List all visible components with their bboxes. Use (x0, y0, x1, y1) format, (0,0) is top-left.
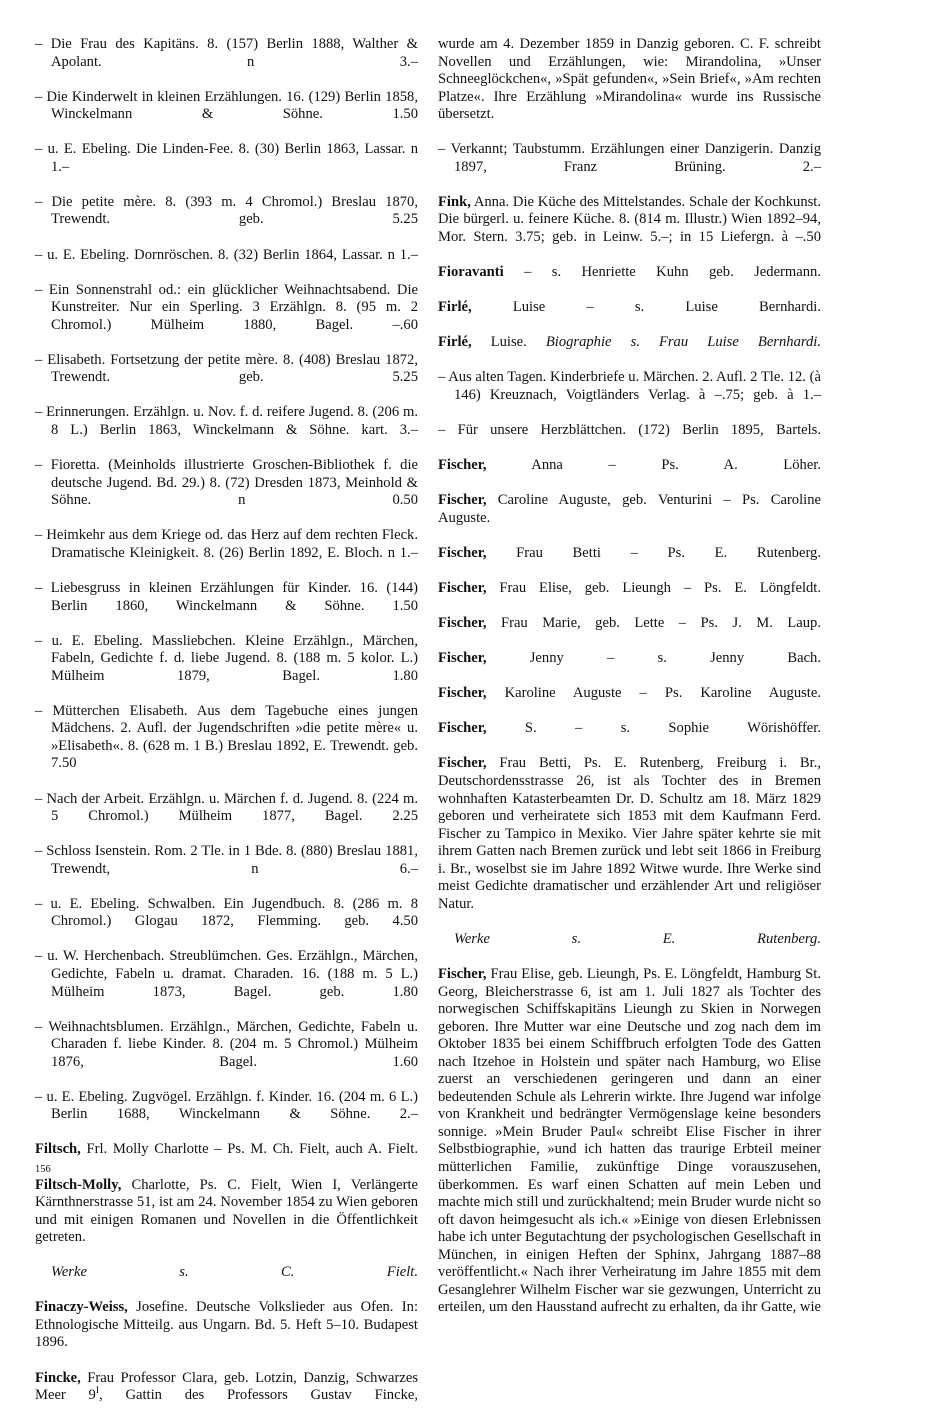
bibliography-sub-entry: – Aus alten Tagen. Kinderbriefe u. Märchen. 2. Aufl. 2 Tle. 12. (à 146) Kreuznach, Voigtländers Verlag. à –.75; geb. à 1.– (438, 369, 821, 403)
bibliography-sub-entry: – u. W. Herchenbach. Streublümchen. Ges. Erzählgn., Märchen, Gedichte, Fabeln u. dramat. Charaden. 16. (188 m. 5 L.) Mülheim 1873, Bagel. geb. 1.80 (35, 948, 418, 1000)
entry-headword: Fink, (438, 193, 471, 210)
column-right (438, 36, 821, 1334)
continuation-paragraph: wurde am 4. Dezember 1859 in Danzig geboren. C. F. schreibt Novellen und Erzählungen, wie: Mirandolina, »Unser Schneeglöckchen«, »Spät gefunden«, »Sein Brief«, »Am rechten Platze«. Ihre Erzählung »Mirandolina« wurde ins Russische übersetzt. (438, 36, 821, 123)
entry-headword: Fischer, (438, 544, 487, 561)
bibliography-head-entry: Fischer, S. – s. Sophie Wörishöffer. (438, 720, 821, 737)
bibliography-sub-entry: – Die petite mère. 8. (393 m. 4 Chromol.) Breslau 1870, Trewendt. geb. 5.25 (35, 193, 418, 228)
entry-headword: Fischer, (438, 579, 487, 596)
bibliography-sub-entry: – Heimkehr aus dem Kriege od. das Herz auf dem rechten Fleck. Dramatische Kleinigkeit. 8. (26) Berlin 1892, E. Bloch. n 1.– (35, 527, 418, 561)
bibliography-sub-entry: – Elisabeth. Fortsetzung der petite mère. 8. (408) Breslau 1872, Trewendt. geb. 5.25 (35, 351, 418, 386)
bibliography-sub-entry: – Nach der Arbeit. Erzählgn. u. Märchen f. d. Jugend. 8. (224 m. 5 Chromol.) Mülheim 1877, Bagel. 2.25 (35, 790, 418, 825)
entry-headword: Fincke, (35, 1369, 81, 1386)
entry-headword: Firlé, (438, 334, 472, 351)
bibliography-head-entry: Fischer, Frau Elise, geb. Lieungh – Ps. E. Löngfeldt. (438, 579, 821, 596)
bibliography-sub-entry: – Ein Sonnenstrahl od.: ein glücklicher Weihnachtsabend. Die Kunstreiter. Nur ein Sperling. 3 Erzählgn. 8. (95 m. 2 Chromol.) Mülheim 1880, Bagel. –.60 (35, 281, 418, 333)
bibliography-sub-entry: – Erinnerungen. Erzählgn. u. Nov. f. d. reifere Jugend. 8. (206 m. 8 L.) Berlin 1863, Winckelmann & Söhne. kart. 3.– (35, 404, 418, 439)
column-left (35, 36, 418, 1422)
bibliography-sub-entry: – u. E. Ebeling. Die Linden-Fee. 8. (30) Berlin 1863, Lassar. n 1.– (35, 141, 418, 175)
bibliography-head-entry: Filtsch, Frl. Molly Charlotte – Ps. M. Ch. Fielt, auch A. Fielt. (35, 1141, 418, 1158)
bibliography-head-entry: Fioravanti – s. Henriette Kuhn geb. Jedermann. (438, 264, 821, 281)
cross-reference-note: Werke s. E. Rutenberg. (454, 930, 821, 947)
bibliography-sub-entry: – u. E. Ebeling. Zugvögel. Erzählgn. f. Kinder. 16. (204 m. 6 L.) Berlin 1688, Winckelmann & Söhne. 2.– (35, 1088, 418, 1123)
entry-italic-reference: Biographie s. Frau Luise Bernhardi. (545, 334, 821, 351)
entry-headword: Fischer, (438, 457, 487, 474)
entry-headword: Fioravanti (438, 264, 504, 281)
bibliography-head-entry: Fischer, Frau Marie, geb. Lette – Ps. J. M. Laup. (438, 615, 821, 632)
bibliography-sub-entry: – Die Frau des Kapitäns. 8. (157) Berlin 1888, Walther & Apolant. n 3.– (35, 36, 418, 70)
entry-headword: Fischer, (438, 650, 487, 667)
bibliography-sub-entry: – Schloss Isenstein. Rom. 2 Tle. in 1 Bde. 8. (880) Breslau 1881, Trewendt, n 6.– (35, 843, 418, 877)
bibliography-sub-entry: – Die Kinderwelt in kleinen Erzählungen. 16. (129) Berlin 1858, Winckelmann & Söhne. 1.50 (35, 88, 418, 123)
two-column-text-area (35, 36, 828, 1422)
entry-headword: Fischer, (438, 720, 487, 737)
bibliography-head-entry: Fischer, Caroline Auguste, geb. Venturini – Ps. Caroline Auguste. (438, 492, 821, 526)
entry-headword: Fischer, (438, 615, 487, 632)
bibliography-sub-entry: – u. E. Ebeling. Schwalben. Ein Jugendbuch. 8. (286 m. 8 Chromol.) Glogau 1872, Flemming. geb. 4.50 (35, 895, 418, 930)
entry-headword: Firlé, (438, 299, 472, 316)
bibliography-head-entry: Fink, Anna. Die Küche des Mittelstandes. Schale der Kochkunst. Die bürgerl. u. feinere Küche. 8. (814 m. Illustr.) Wien 1892–94, Mor. Stern. 3.75; geb. in Leinw. 5.–; in 15 Liefergn. à –.50 (438, 193, 821, 246)
bibliography-head-entry: Finaczy-Weiss, Josefine. Deutsche Volkslieder aus Ofen. In: Ethnologische Mitteilg. aus Ungarn. Bd. 5. Heft 5–10. Budapest 1896. (35, 1299, 418, 1351)
bibliography-sub-entry: – Weihnachtsblumen. Erzählgn., Märchen, Gedichte, Fabeln u. Charaden f. liebe Kinder. 8. (204 m. 5 Chromol.) Mülheim 1876, Bagel. 1.60 (35, 1018, 418, 1070)
entry-headword: Filtsch-Molly, (35, 1176, 122, 1193)
bibliography-head-entry: Firlé, Luise. Biographie s. Frau Luise Bernhardi. (438, 334, 821, 351)
bibliography-head-entry: Fischer, Frau Betti – Ps. E. Rutenberg. (438, 544, 821, 561)
bibliography-head-entry: Firlé, Luise – s. Luise Bernhardi. (438, 299, 821, 316)
bibliography-head-entry: Fischer, Jenny – s. Jenny Bach. (438, 650, 821, 667)
bibliography-sub-entry: – Liebesgruss in kleinen Erzählungen für Kinder. 16. (144) Berlin 1860, Winckelmann & Söhne. 1.50 (35, 579, 418, 614)
bibliography-sub-entry: – u. E. Ebeling. Massliebchen. Kleine Erzählgn., Märchen, Fabeln, Gedichte f. d. liebe Jugend. 8. (188 m. 5 kolor. L.) Mülheim 1879, Bagel. 1.80 (35, 632, 418, 684)
entry-headword: Fischer, (438, 755, 487, 772)
bibliography-head-entry: Fincke, Frau Professor Clara, geb. Lotzin, Danzig, Schwarzes Meer $9^I$, Gattin des Professors Gustav Fincke, (35, 1369, 418, 1404)
bibliography-head-entry: Fischer, Karoline Auguste – Ps. Karoline Auguste. (438, 685, 821, 702)
bibliography-sub-entry: – Verkannt; Taubstumm. Erzählungen einer Danzigerin. Danzig 1897, Franz Brüning. 2.– (438, 141, 821, 175)
bibliography-sub-entry: – Für unsere Herzblättchen. (172) Berlin 1895, Bartels. (438, 422, 821, 439)
entry-headword: Fischer, (438, 492, 487, 509)
entry-headword: Finaczy-Weiss, (35, 1299, 128, 1316)
entry-headword: Fischer, (438, 965, 487, 982)
superscript-floor-marker: I (95, 1385, 100, 1397)
entry-headword: Filtsch, (35, 1141, 81, 1158)
page-number: 156 (35, 1164, 51, 1175)
bibliography-head-entry: Filtsch-Molly, Charlotte, Ps. C. Fielt, Wien I, Verlängerte Kärnthnerstrasse 51, ist am 24. November 1854 zu Wien geboren und mit einigen Romanen und Novellen in die Öffentlichkeit getreten. (35, 1176, 418, 1246)
bibliography-sub-entry: – Mütterchen Elisabeth. Aus dem Tagebuche eines jungen Mädchens. 2. Aufl. der Jugendschriften »die petite mère« u. »Elisabeth«. 8. (628 m. 1 B.) Breslau 1892, E. Trewendt. geb. 7.50 (35, 702, 418, 772)
cross-reference-note: Werke s. C. Fielt. (51, 1264, 418, 1281)
bibliography-head-entry: Fischer, Frau Elise, geb. Lieungh, Ps. E. Löngfeldt, Hamburg St. Georg, Bleicherstrasse 6, ist am 1. Juli 1827 als Tochter des norwegischen Schiffskapitäns Lieungh zu Skien in Norwegen geboren. Ihre Mutter war eine Deutsche und zog nach dem im Oktober 1835 bei einem Schiffbruch erfolgten Tode des Gatten nach Itzehoe in Holstein und später nach Hamburg, wo Elise zuerst an verschiedenen geringeren und dann an einer bedeutenden Schule als Lehrerin wirkte. Ihre Jugend war infolge von Krankheit und bedrängter Vermögenslage keine besonders sonnige. »Mein Bruder Paul« schreibt Elise Fischer in ihrer Selbstbiographie, »und ich hatten das traurige Erbteil meiner mütterlichen Familie, zukünftige Dinge vorauszusehen, überkommen. Es warf einen Schatten auf mein Leben und machte mich still und zurückhaltend; mein Bruder wurde nicht so oft davon heimgesucht als ich.« »Einige von diesen Erlebnissen habe ich unter Begutachtung der psychologischen Gesellschaft in München, in einigen Heften der Sphinx, Jahrgang 1887–88 veröffentlicht.« Nach ihrer Verheiratung im Jahre 1855 mit dem Gesanglehrer Wilhelm Fischer war sie gezwungen, Unterricht zu erteilen, um den Hausstand aufrecht zu erhalten, da ihr Gatte, wie (438, 965, 821, 1316)
bibliography-head-entry: Fischer, Anna – Ps. A. Löher. (438, 457, 821, 474)
bibliography-sub-entry: – u. E. Ebeling. Dornröschen. 8. (32) Berlin 1864, Lassar. n 1.– (35, 246, 418, 263)
bibliography-head-entry: Fischer, Frau Betti, Ps. E. Rutenberg, Freiburg i. Br., Deutschordensstrasse 26, ist als Tochter des in Bremen wohnhaften Katasterbeamten Dr. D. Schultz am 18. März 1829 geboren und verheiratete sich 1853 mit dem Kaufmann Ferd. Fischer zu Tampico in Mexiko. Vier Jahre später kehrte sie mit ihrem Gatten nach Bremen zurück und lebt seit 1866 in Freiburg i. Br., woselbst sie im Jahre 1892 Witwe wurde. Ihre Werke sind meist Gedichte dramatischer und erzählender Art und religiöser Natur. (438, 755, 821, 912)
entry-headword: Fischer, (438, 685, 487, 702)
bibliography-sub-entry: – Fioretta. (Meinholds illustrierte Groschen-Bibliothek f. die deutsche Jugend. Bd. 29.) 8. (72) Dresden 1873, Meinhold & Söhne. n 0.50 (35, 457, 418, 509)
